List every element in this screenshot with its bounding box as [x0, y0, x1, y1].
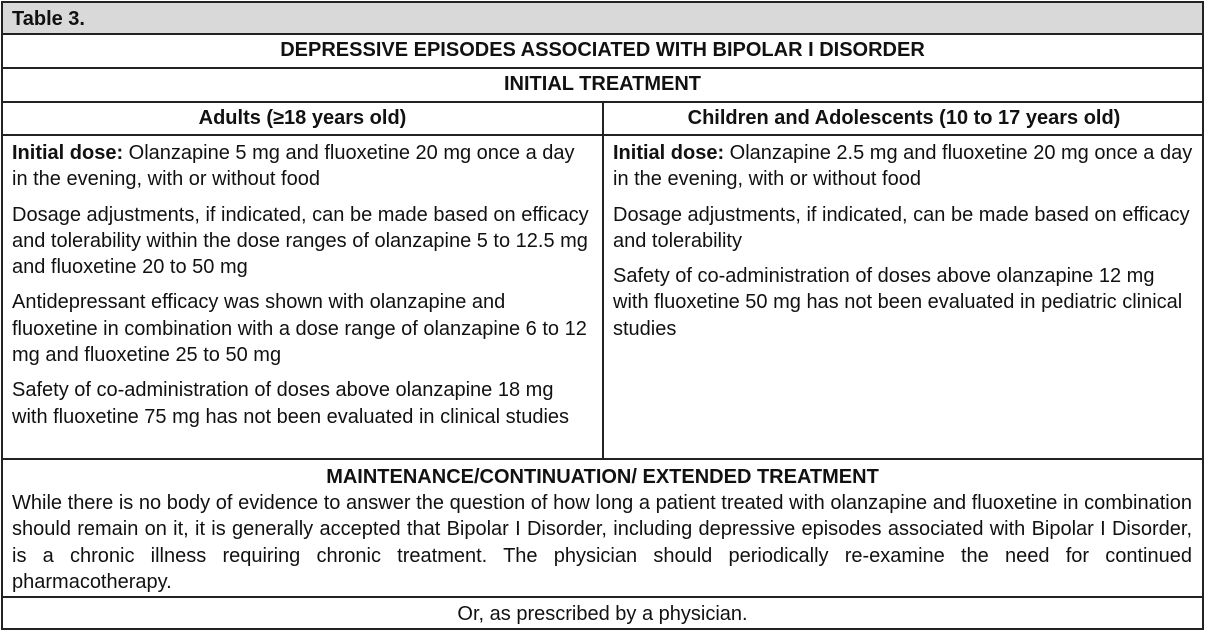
list-item	[12, 377, 592, 430]
section-initial-treatment: INITIAL TREATMENT	[503, 73, 702, 95]
table-title: DEPRESSIVE EPISODES ASSOCIATED WITH BIPOLAR I DISORDER	[280, 39, 925, 61]
initial-dose-label: Initial dose:	[12, 142, 124, 164]
paragraph-text: Olanzapine 5 mg and fluoxetine 20 mg once a day in the evening, with or without food	[12, 142, 575, 191]
divider	[3, 67, 1202, 69]
divider	[3, 596, 1202, 598]
table-caption: Table 3.	[12, 8, 85, 30]
paragraph-text: Dosage adjustments, if indicated, can be made based on efficacy and tolerability	[613, 203, 1190, 252]
divider	[3, 458, 1202, 460]
column-divider	[602, 102, 604, 459]
divider	[3, 33, 1202, 35]
children-column-header: Children and Adolescents (10 to 17 years old)	[687, 107, 1121, 129]
list-item	[613, 263, 1195, 342]
children-cell	[613, 140, 1195, 351]
list-item	[12, 140, 592, 193]
table-caption-row	[3, 3, 1202, 35]
divider	[3, 134, 1202, 136]
paragraph-text: Olanzapine 2.5 mg and fluoxetine 20 mg once a day in the evening, with or without food	[613, 142, 1193, 191]
maintenance-title: MAINTENANCE/CONTINUATION/ EXTENDED TREATMENT	[326, 466, 879, 488]
paragraph-text: Dosage adjustments, if indicated, can be made based on efficacy and tolerability within the dose ranges of olanzapine 5 to 12.5 mg and fluoxetine 20 to 50 mg	[12, 203, 589, 279]
dosing-table	[1, 1, 1204, 630]
footer-note: Or, as prescribed by a physician.	[457, 603, 748, 625]
initial-dose-label: Initial dose:	[613, 142, 725, 164]
paragraph-text: Antidepressant efficacy was shown with olanzapine and fluoxetine in combination with a dose range of olanzapine 6 to 12 mg and fluoxetine 25 to 50 mg	[12, 291, 587, 367]
paragraph-text: Safety of co-administration of doses above olanzapine 18 mg with fluoxetine 75 mg has not been evaluated in clinical studies	[12, 379, 570, 428]
paragraph-text: Safety of co-administration of doses above olanzapine 12 mg with fluoxetine 50 mg has not been evaluated in pediatric clinical studies	[613, 265, 1183, 340]
list-item	[12, 202, 592, 281]
list-item	[613, 202, 1195, 255]
adults-cell	[12, 140, 592, 439]
list-item	[12, 289, 592, 368]
list-item	[613, 140, 1195, 193]
maintenance-text: While there is no body of evidence to answer the question of how long a patient treated with olanzapine and fluoxetine in combination should remain on it, it is generally accepted that Bipolar I Disorder, including depressive episodes associated with Bipolar I Disorder, is a chronic illness requiring chronic treatment. The physician should periodically re-examine the need for continued pharmacotherapy.	[12, 492, 1192, 593]
adults-column-header: Adults (≥18 years old)	[198, 107, 407, 129]
